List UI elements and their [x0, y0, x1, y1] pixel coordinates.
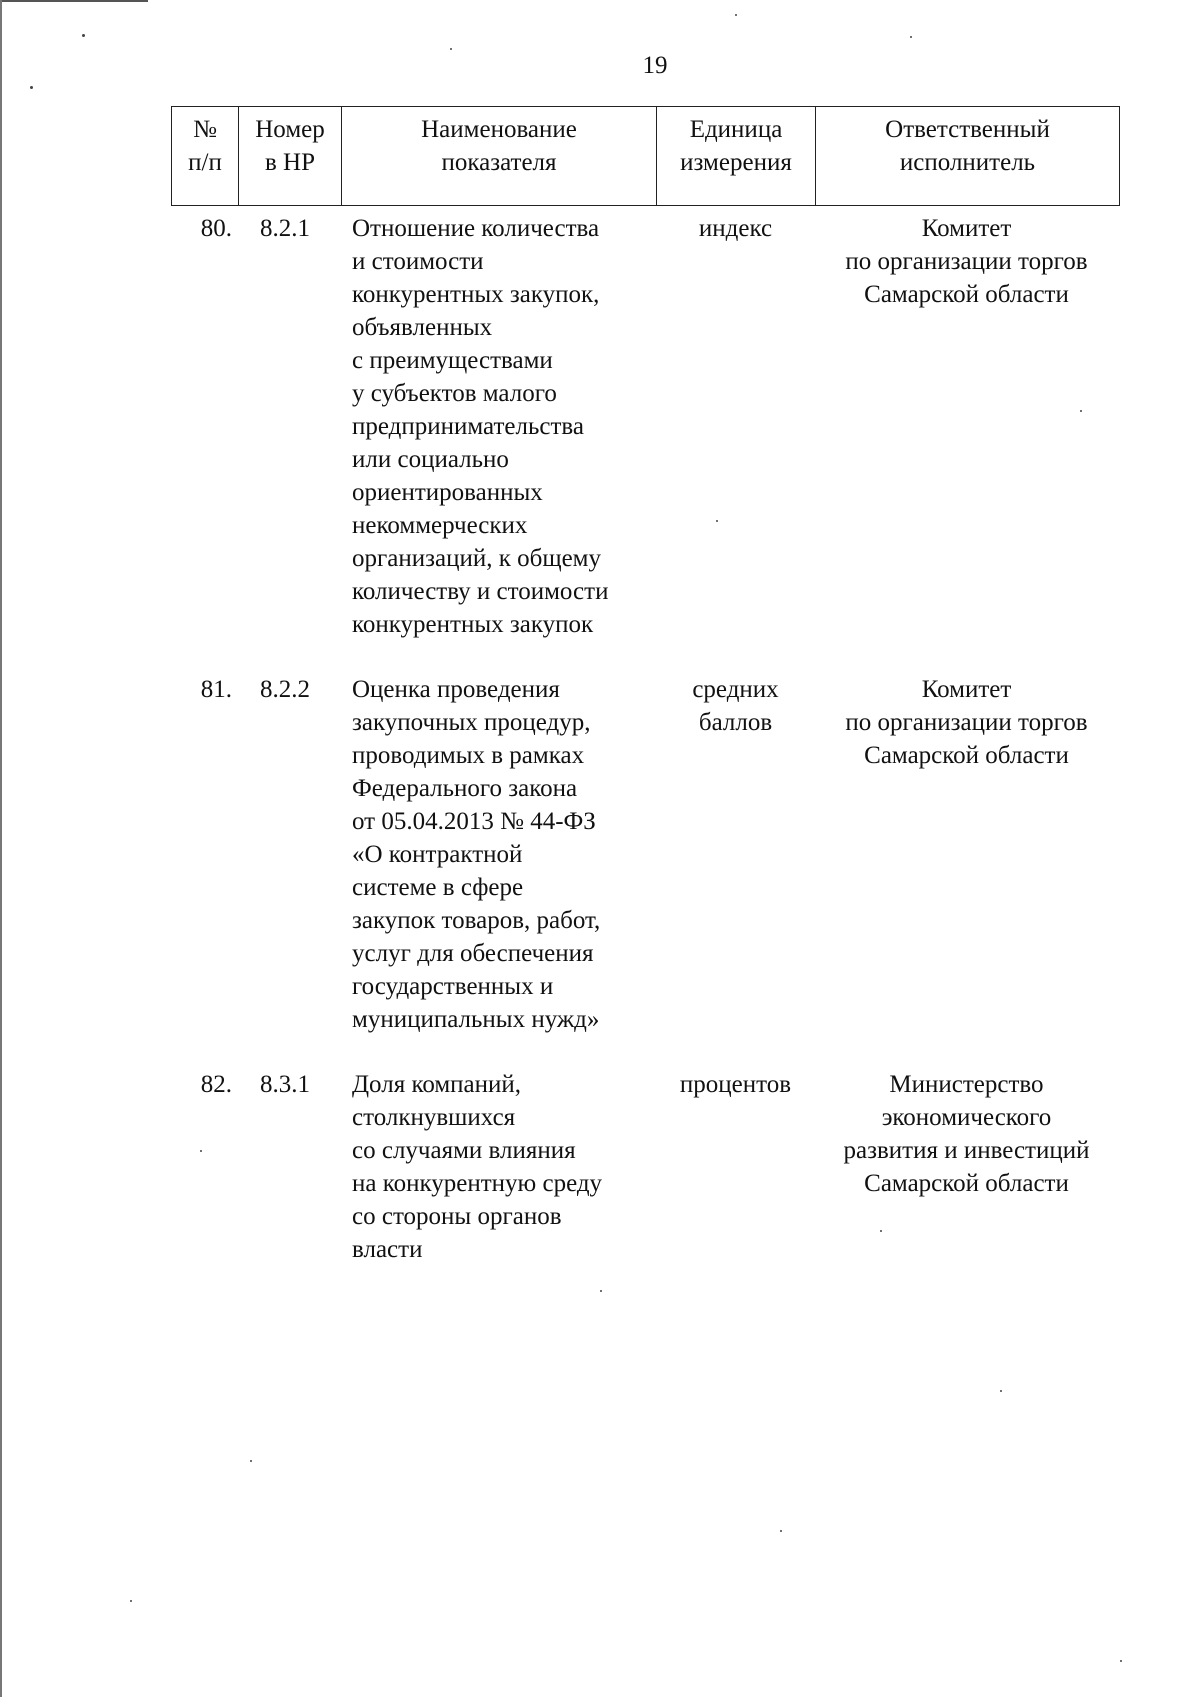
header-unit [657, 107, 816, 205]
indicator-line: Федерального закона [352, 775, 578, 802]
indicator-line: у субъектов малого [352, 380, 557, 407]
indicator-line: закупок товаров, работ, [352, 907, 601, 934]
header-unit-line: измерения [680, 149, 792, 176]
page-edge-left [0, 0, 2, 1697]
responsible-line: Комитет [921, 215, 1012, 242]
scan-speck [910, 36, 912, 38]
header-code-line: в НР [264, 149, 315, 176]
indicator-line: Оценка проведения [352, 676, 560, 703]
indicator-line: от 05.04.2013 № 44-ФЗ [352, 808, 596, 835]
header-name [342, 107, 657, 205]
indicator-line: «О контрактной [352, 841, 523, 868]
indicator-line: со стороны органов [352, 1203, 562, 1230]
scan-speck [600, 1290, 602, 1292]
table-header [171, 106, 1120, 206]
indicator-line: Отношение количества [352, 215, 600, 242]
indicator-line: предпринимательства [352, 413, 584, 440]
indicator-line: Доля компаний, [352, 1071, 522, 1098]
row-responsible [815, 673, 1118, 1036]
indicator-line: муниципальных нужд» [352, 1006, 600, 1033]
scan-speck [250, 1460, 252, 1462]
row-unit [656, 212, 815, 641]
scan-speck [1120, 1660, 1122, 1662]
scan-speck [716, 520, 718, 522]
header-code [239, 107, 342, 205]
scan-speck [780, 1530, 782, 1532]
header-resp-line: Ответственный [885, 116, 1050, 143]
unit-line: баллов [698, 709, 773, 736]
scan-speck [200, 1150, 202, 1152]
table-row [171, 212, 1120, 641]
header-resp [816, 107, 1119, 205]
header-num [172, 107, 239, 205]
page-number: 19 [642, 52, 668, 79]
indicator-line: объявленных [352, 314, 493, 341]
scan-speck [82, 34, 85, 37]
header-num-line: № [193, 116, 217, 143]
header-name-line: Наименование [421, 116, 577, 143]
indicator-line: количеству и стоимости [352, 578, 609, 605]
header-num-line: п/п [188, 149, 222, 176]
responsible-line: по организации торгов [845, 709, 1088, 736]
scan-speck [880, 1230, 882, 1232]
indicator-line: государственных и [352, 973, 554, 1000]
unit-line: индекс [698, 215, 773, 242]
responsible-line: экономического [881, 1104, 1052, 1131]
responsible-line: Самарской области [864, 1170, 1069, 1197]
indicator-line: некоммерческих [352, 512, 528, 539]
header-code-line: Номер [255, 116, 325, 143]
responsible-line: Самарской области [864, 281, 1069, 308]
indicator-line: власти [352, 1236, 423, 1263]
indicator-line: или социально [352, 446, 509, 473]
page-edge-top [0, 0, 148, 2]
indicator-line: с преимуществами [352, 347, 553, 374]
indicator-line: конкурентных закупок, [352, 281, 600, 308]
row-number: 80. [200, 215, 232, 242]
row-responsible [815, 1068, 1118, 1266]
indicator-line: столкнувшихся [352, 1104, 516, 1131]
scan-speck [1000, 1390, 1002, 1392]
unit-line: средних [692, 676, 779, 703]
responsible-line: развития и инвестиций [843, 1137, 1090, 1164]
scan-speck [735, 14, 737, 16]
indicator-line: ориентированных [352, 479, 543, 506]
header-name-line: показателя [441, 149, 557, 176]
table-row [171, 1068, 1120, 1266]
indicator-line: системе в сфере [352, 874, 524, 901]
header-resp-line: исполнитель [899, 149, 1036, 176]
indicator-line: и стоимости [352, 248, 484, 275]
scan-speck [30, 86, 33, 89]
table-row [171, 673, 1120, 1036]
responsible-line: Самарской области [864, 742, 1069, 769]
row-indicator-name [341, 212, 656, 641]
row-unit [656, 1068, 815, 1266]
scan-speck [130, 1600, 132, 1602]
row-unit [656, 673, 815, 1036]
indicator-line: проводимых в рамках [352, 742, 585, 769]
scan-speck [450, 48, 452, 50]
row-code: 8.3.1 [260, 1071, 310, 1098]
indicator-line: конкурентных закупок [352, 611, 594, 638]
responsible-line: Министерство [889, 1071, 1044, 1098]
row-code: 8.2.1 [260, 215, 310, 242]
row-indicator-name [341, 1068, 656, 1266]
row-indicator-name [341, 673, 656, 1036]
scan-speck [1080, 410, 1082, 412]
header-unit-line: Единица [689, 116, 783, 143]
indicator-line: закупочных процедур, [352, 709, 591, 736]
row-responsible [815, 212, 1118, 641]
indicator-line: организаций, к общему [352, 545, 601, 572]
row-number: 81. [200, 676, 232, 703]
indicator-line: услуг для обеспечения [352, 940, 594, 967]
indicator-line: на конкурентную среду [352, 1170, 603, 1197]
unit-line: процентов [679, 1071, 792, 1098]
responsible-line: Комитет [921, 676, 1012, 703]
row-code: 8.2.2 [260, 676, 310, 703]
indicator-line: со случаями влияния [352, 1137, 576, 1164]
responsible-line: по организации торгов [845, 248, 1088, 275]
row-number: 82. [200, 1071, 232, 1098]
